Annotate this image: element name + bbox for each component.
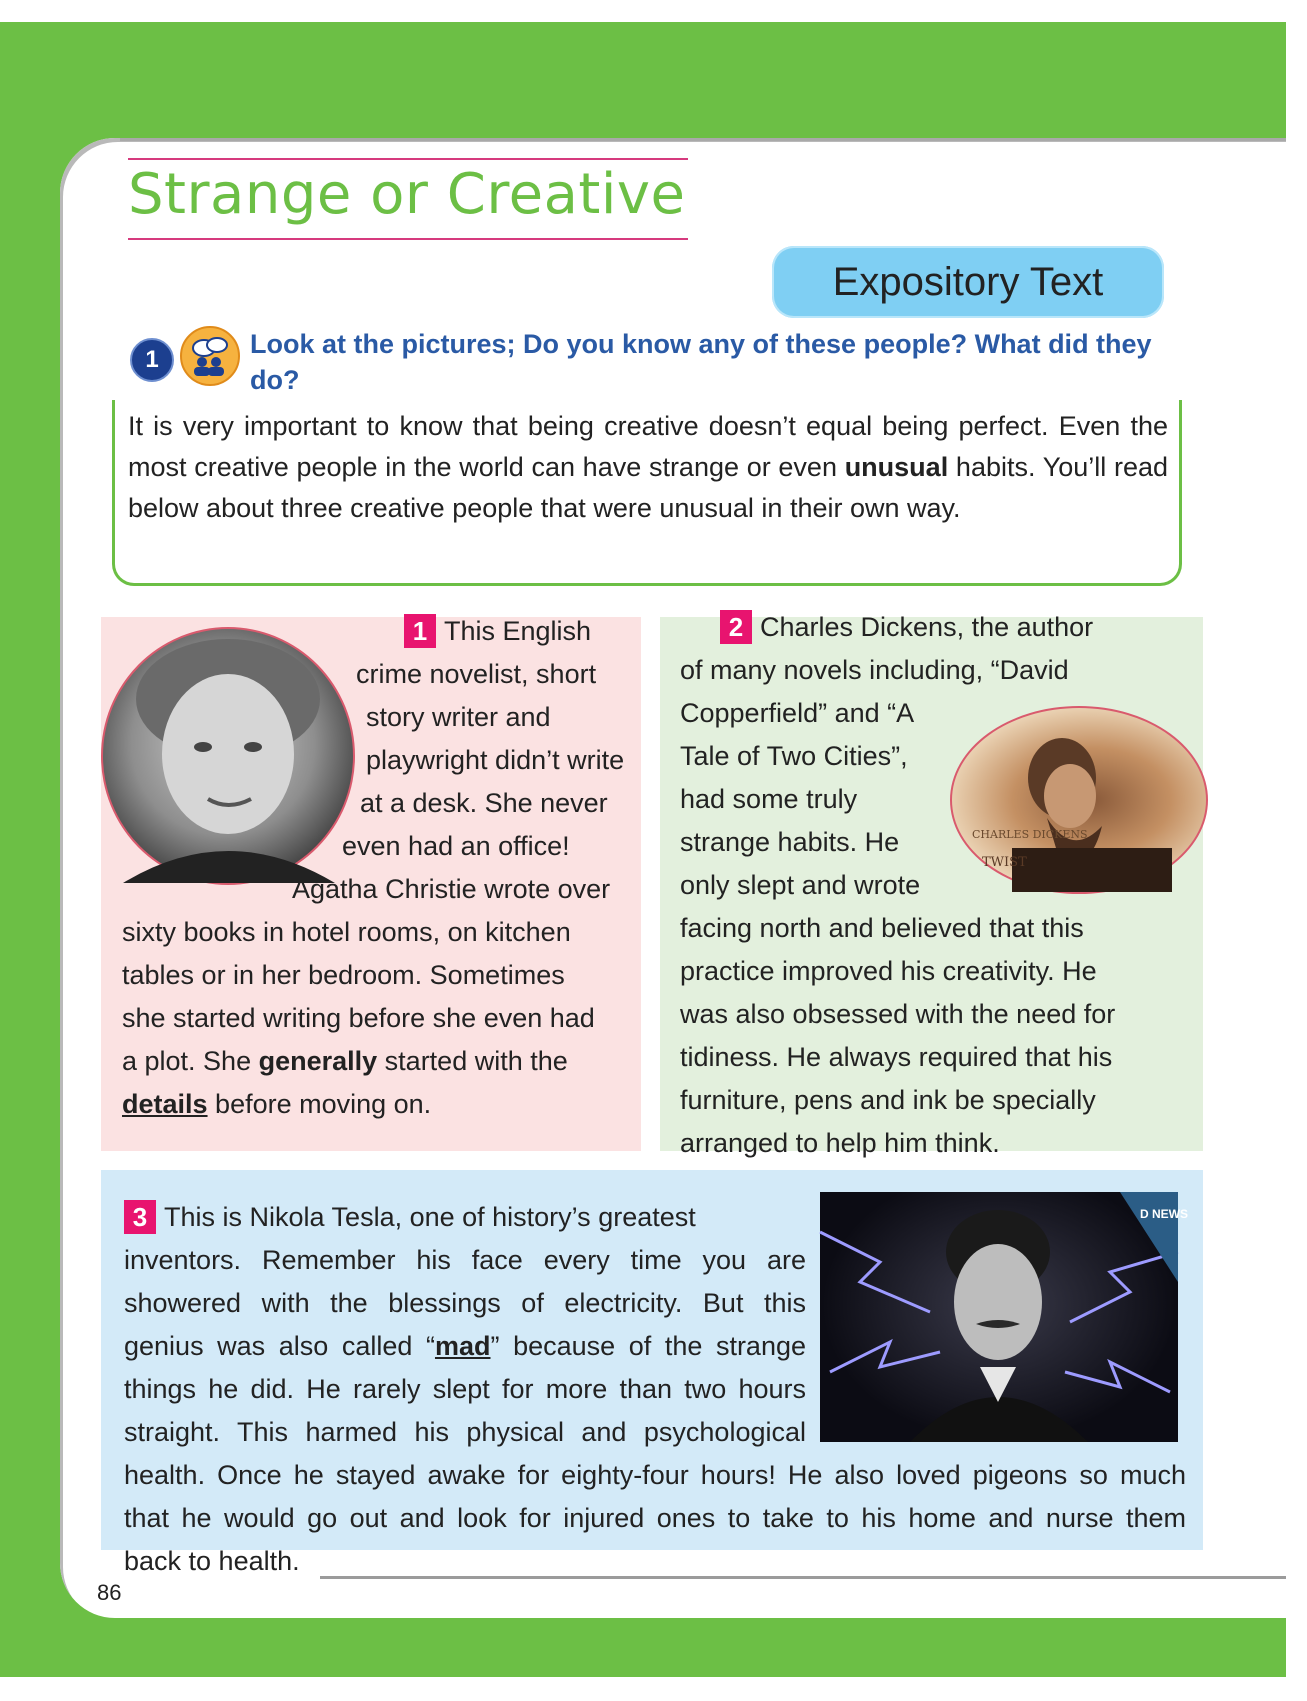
vocab-word: mad xyxy=(434,1331,491,1361)
discussion-question: Look at the pictures; Do you know any of these people? What did they do? xyxy=(250,329,1152,395)
section-1-line: she started writing before she even had xyxy=(122,1003,595,1033)
section-2-line: Tale of Two Cities”, xyxy=(680,741,908,771)
title-rule-top xyxy=(128,158,688,160)
section-3-line: genius was also called “mad” because of the strange xyxy=(124,1331,806,1361)
charles-dickens-photo xyxy=(950,706,1208,894)
section-2-line-1: 2 Charles Dickens, the author xyxy=(720,606,1093,649)
vocab-word: unusual xyxy=(844,452,949,482)
page-title: Strange or Creative xyxy=(128,162,686,227)
section-3-number: 3 xyxy=(124,1200,156,1234)
section-1-line: details before moving on. xyxy=(122,1089,432,1119)
section-3-line: things he did. He rarely slept for more than two hours xyxy=(124,1374,806,1404)
page-number: 86 xyxy=(97,1580,122,1605)
section-1-line: Agatha Christie wrote over xyxy=(292,874,611,904)
image-logo-text: D NEWS xyxy=(1140,1207,1188,1221)
section-1-line: sixty books in hotel rooms, on kitchen xyxy=(122,917,571,947)
title-rule-bottom xyxy=(128,238,688,240)
section-3-line: inventors. Remember his face every time you are xyxy=(124,1245,806,1275)
footer-divider xyxy=(320,1576,1286,1579)
section-1-line: even had an office! xyxy=(342,831,570,861)
section-3-line: back to health. xyxy=(124,1546,300,1576)
section-1-line: story writer and xyxy=(366,702,551,732)
vocab-word: details xyxy=(122,1089,208,1119)
section-2-line: was also obsessed with the need for xyxy=(680,999,1116,1029)
section-2-line: facing north and believed that this xyxy=(680,913,1084,943)
section-1-number: 1 xyxy=(404,614,436,648)
section-1-line: playwright didn’t write xyxy=(366,745,625,775)
discussion-icon xyxy=(180,326,240,386)
vocab-word: generally xyxy=(258,1046,378,1076)
section-1-line: at a desk. She never xyxy=(360,788,608,818)
genre-badge: Expository Text xyxy=(772,246,1164,318)
section-2-line: arranged to help him think. xyxy=(680,1128,1000,1158)
section-2-number: 2 xyxy=(720,610,752,644)
section-3-line: that he would go out and look for injured ones to take to his home and nurse them xyxy=(124,1503,1186,1533)
section-1-line: a plot. She generally started with the xyxy=(122,1046,568,1076)
section-3-line: health. Once he stayed awake for eighty-four hours! He also loved pigeons so much xyxy=(124,1460,1186,1490)
top-divider xyxy=(120,138,1286,141)
section-2-line: of many novels including, “David xyxy=(680,655,1069,685)
section-1-line-1: 1 This English xyxy=(404,610,591,653)
section-2-line: only slept and wrote xyxy=(680,870,921,900)
intro-paragraph: It is very important to know that being creative doesn’t equal being perfect. Even the most creative people in the world can have strange or even unusual habits. You’ll read below about three creative people that were unusual in their own way. xyxy=(128,411,1168,523)
section-2-line: strange habits. He xyxy=(680,827,900,857)
section-1-line: tables or in her bedroom. Sometimes xyxy=(122,960,565,990)
section-3-line: showered with the blessings of electricity. But this xyxy=(124,1288,806,1318)
svg-text:CHARLES DICKENS: CHARLES DICKENS xyxy=(972,828,1088,841)
section-3-line: straight. This harmed his physical and psychological xyxy=(124,1417,806,1447)
agatha-christie-photo xyxy=(101,627,355,885)
section-2-line: practice improved his creativity. He xyxy=(680,956,1097,986)
section-2-line: tidiness. He always required that his xyxy=(680,1042,1113,1072)
section-1-line: crime novelist, short xyxy=(356,659,597,689)
section-2-line: Copperfield” and “A xyxy=(680,698,915,728)
question-number: 1 xyxy=(130,338,174,382)
section-3-line-1: 3 This is Nikola Tesla, one of history’s greatest xyxy=(124,1196,806,1239)
section-2-line: furniture, pens and ink be specially xyxy=(680,1085,1096,1115)
nikola-tesla-photo xyxy=(820,1192,1188,1442)
svg-text:TWIST: TWIST xyxy=(982,855,1027,870)
section-2-line: had some truly xyxy=(680,784,858,814)
